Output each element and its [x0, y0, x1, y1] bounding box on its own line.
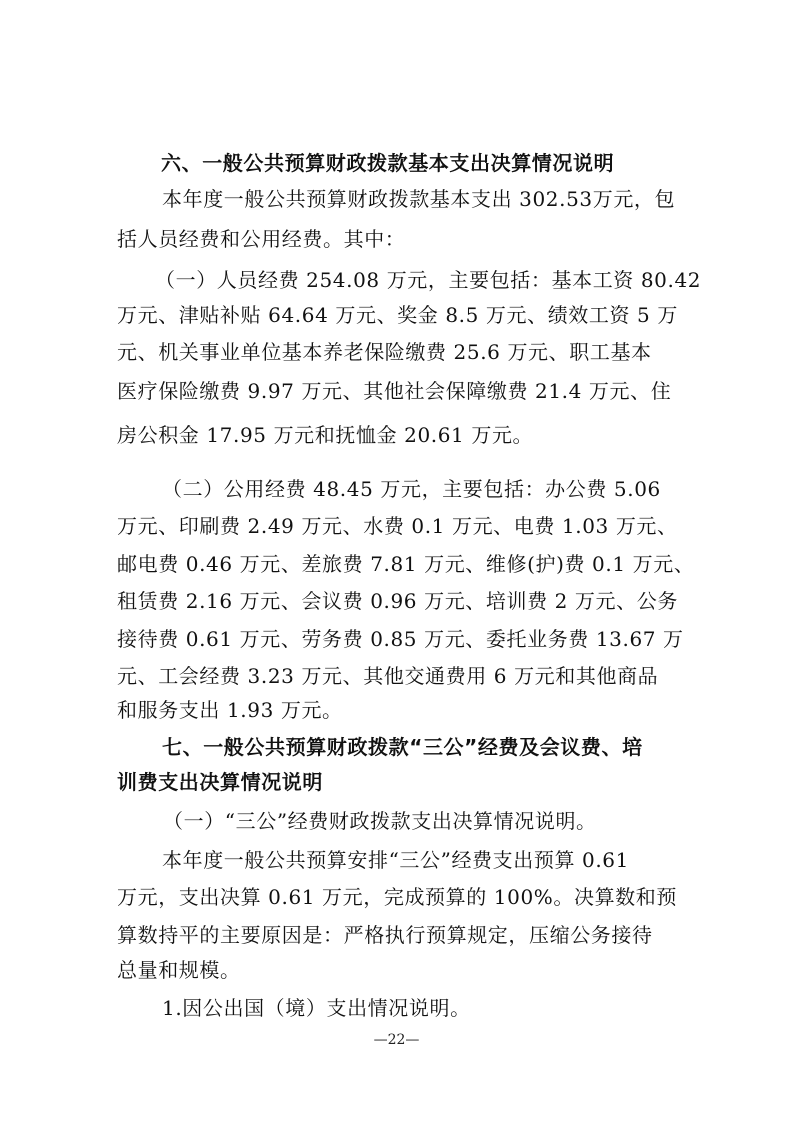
public-line: 租赁费 2.16 万元、会议费 0.96 万元、培训费 2 万元、公务 [117, 589, 678, 613]
section6-heading: 六、一般公共预算财政拨款基本支出决算情况说明 [161, 151, 615, 175]
section7-heading: 七、一般公共预算财政拨款“三公”经费及会议费、培 [162, 735, 643, 759]
public-line: 元、工会经费 3.23 万元、其他交通费用 6 万元和其他商品 [117, 664, 659, 688]
page-number: —22— [373, 1032, 420, 1048]
section7-heading: 训费支出决算情况说明 [117, 770, 323, 794]
paragraph-line: 算数持平的主要原因是：严格执行预算规定，压缩公务接待 [117, 923, 653, 947]
public-line: 万元、印刷费 2.49 万元、水费 0.1 万元、电费 1.03 万元、 [117, 514, 678, 538]
paragraph-line: 万元，支出决算 0.61 万元，完成预算的 100%。决算数和预 [117, 885, 677, 909]
public-line: （二）公用经费 48.45 万元，主要包括：办公费 5.06 [162, 477, 661, 501]
public-line: 接待费 0.61 万元、劳务费 0.85 万元、委托业务费 13.67 万 [117, 627, 684, 651]
paragraph-line: 本年度一般公共预算财政拨款基本支出 302.53万元，包 [162, 187, 676, 211]
personnel-line: 医疗保险缴费 9.97 万元、其他社会保障缴费 21.4 万元、住 [117, 379, 672, 403]
public-line: 邮电费 0.46 万元、差旅费 7.81 万元、维修(护)费 0.1 万元、 [117, 552, 695, 576]
personnel-line: 元、机关事业单位基本养老保险缴费 25.6 万元、职工基本 [117, 340, 652, 364]
paragraph-line: 总量和规模。 [117, 958, 241, 982]
public-line: 和服务支出 1.93 万元。 [117, 698, 343, 722]
personnel-line: （一）人员经费 254.08 万元，主要包括：基本工资 80.42 [155, 268, 702, 292]
paragraph-line: 本年度一般公共预算安排“三公”经费支出预算 0.61 [162, 848, 629, 872]
list-item: 1.因公出国（境）支出情况说明。 [162, 996, 471, 1020]
paragraph-line: 括人员经费和公用经费。其中： [117, 227, 406, 251]
personnel-line: 房公积金 17.95 万元和抚恤金 20.61 万元。 [117, 423, 534, 447]
subheading: （一）“三公”经费财政拨款支出决算情况说明。 [163, 809, 597, 833]
personnel-line: 万元、津贴补贴 64.64 万元、奖金 8.5 万元、绩效工资 5 万 [117, 303, 678, 327]
